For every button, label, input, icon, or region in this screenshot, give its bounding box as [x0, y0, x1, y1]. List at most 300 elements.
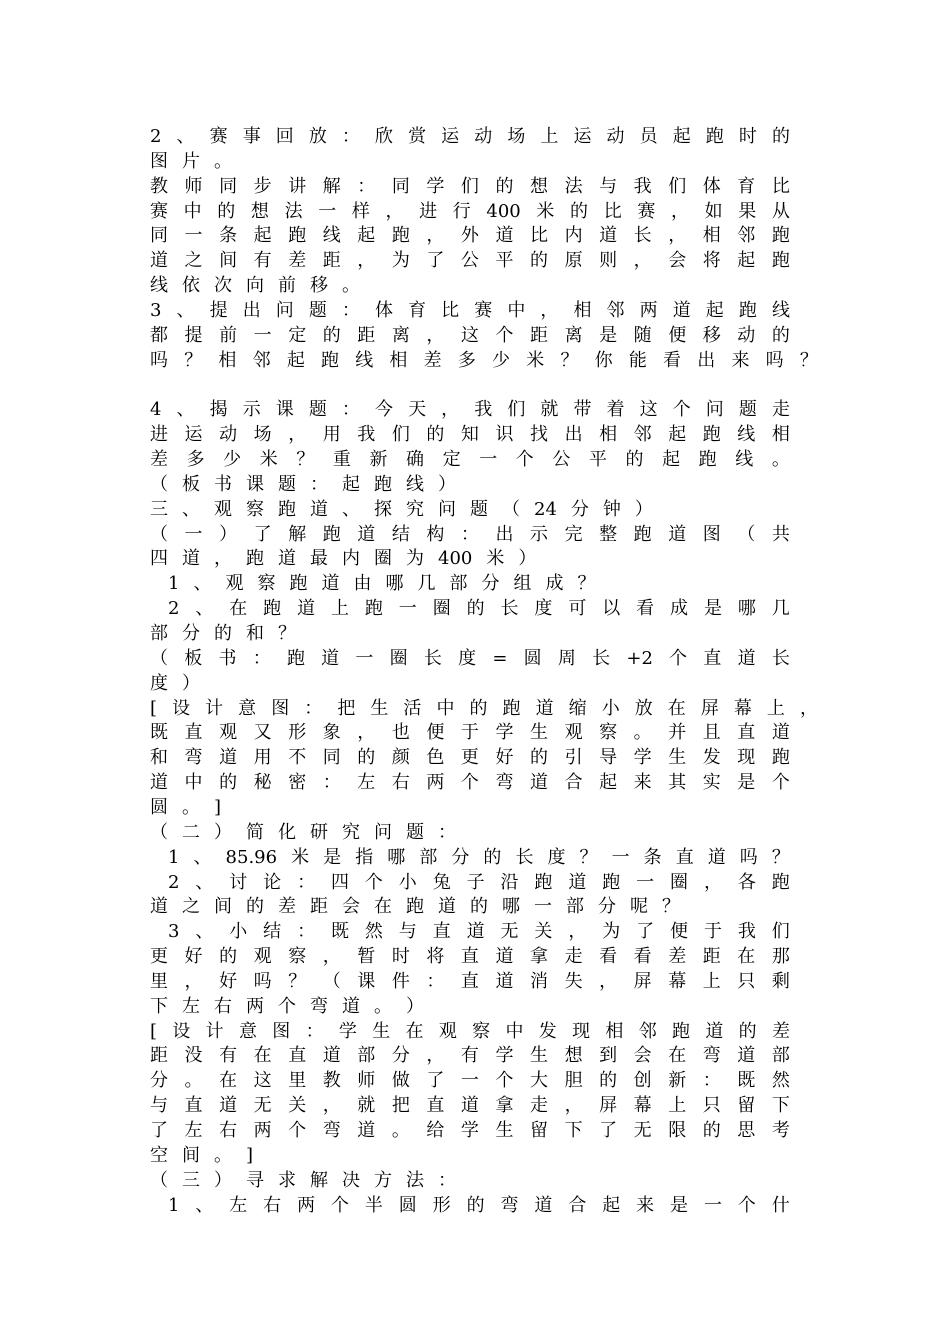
text-glyph: ）	[518, 548, 537, 570]
text-line	[150, 770, 790, 795]
text-glyph: ]	[214, 796, 222, 818]
text-glyph: 跑	[534, 871, 553, 893]
text-glyph: ：	[341, 399, 360, 421]
text-glyph: 之	[184, 250, 203, 272]
text-glyph: （	[737, 523, 756, 545]
text-glyph: 右	[214, 995, 232, 1017]
text-glyph: 起	[668, 424, 687, 446]
text-glyph: 其	[668, 772, 687, 794]
text-glyph: 起	[737, 250, 756, 272]
text-glyph: ，	[385, 200, 404, 222]
text-glyph: 吗	[739, 846, 758, 868]
text-glyph: 化	[278, 821, 296, 843]
text-glyph: ？	[577, 573, 596, 595]
text-glyph: 在	[229, 598, 248, 620]
text-glyph: 个	[771, 772, 790, 794]
text-glyph: 3	[168, 921, 180, 943]
text-glyph: 、	[195, 871, 214, 893]
text-glyph: 直	[288, 1045, 307, 1067]
text-glyph: 由	[353, 573, 372, 595]
text-glyph: 的	[771, 324, 790, 346]
text-glyph: 两	[246, 995, 264, 1017]
text-glyph: 可	[568, 598, 587, 620]
text-glyph: 把	[337, 697, 356, 719]
text-glyph: 道	[150, 896, 168, 918]
text-glyph: 长	[633, 225, 652, 247]
text-glyph: 题	[308, 299, 327, 321]
text-glyph: 弯	[322, 1120, 341, 1141]
text-glyph: 课	[246, 473, 264, 495]
text-glyph: 少	[492, 349, 511, 371]
text-glyph: 、	[195, 921, 214, 943]
text-glyph: 道	[182, 548, 200, 570]
text-glyph: ，	[670, 200, 689, 222]
text-glyph: 留	[530, 1120, 549, 1141]
text-glyph: 部	[357, 1045, 376, 1067]
text-glyph: 和	[246, 623, 264, 644]
text-glyph: 一	[534, 896, 552, 918]
text-glyph: 道	[568, 871, 587, 893]
text-glyph: 走	[530, 1095, 549, 1117]
text-line	[150, 447, 790, 472]
text-glyph: 们	[668, 175, 687, 197]
text-glyph: 题	[738, 399, 757, 421]
text-glyph: 了	[636, 921, 655, 943]
text-line	[150, 671, 790, 696]
text-glyph: 道	[495, 225, 514, 247]
text-glyph: 步	[253, 175, 272, 197]
text-glyph: 定	[288, 324, 307, 346]
text-glyph: 观	[438, 1020, 457, 1042]
text-glyph: 题	[470, 498, 488, 520]
text-glyph: 了	[599, 1120, 618, 1141]
text-glyph: 来	[731, 349, 750, 371]
text-glyph: 将	[426, 946, 445, 968]
text-glyph: 哪	[385, 573, 404, 595]
text-glyph: 把	[391, 1095, 410, 1117]
text-line	[150, 199, 790, 224]
text-glyph: 平	[495, 250, 514, 272]
text-glyph: 哪	[737, 598, 756, 620]
text-glyph: 道	[219, 747, 238, 769]
text-line	[150, 720, 790, 745]
text-glyph: 跑	[286, 647, 305, 669]
text-glyph: ，	[322, 1095, 341, 1117]
text-glyph: 线	[771, 299, 790, 321]
text-glyph: 。	[182, 796, 200, 818]
text-glyph: 赏	[408, 126, 427, 147]
text-glyph: ）	[634, 498, 653, 520]
text-glyph: 思	[737, 1120, 756, 1141]
text-glyph: 了	[150, 1120, 168, 1141]
text-glyph: 道	[668, 523, 687, 545]
text-glyph: 弯	[495, 772, 514, 794]
text-glyph: 呢	[630, 896, 648, 918]
text-glyph: 道	[707, 846, 726, 868]
text-glyph: 邻	[633, 424, 652, 446]
text-glyph: 育	[737, 175, 756, 197]
text-glyph: 研	[310, 821, 328, 843]
text-glyph: 书	[218, 647, 237, 669]
text-glyph: 为	[406, 548, 424, 570]
text-glyph: 这	[253, 1070, 272, 1092]
text-glyph: 于	[703, 921, 722, 943]
text-glyph: 起	[662, 449, 681, 471]
text-glyph: 向	[246, 275, 264, 297]
text-glyph: 哪	[502, 896, 520, 918]
text-line	[150, 795, 790, 820]
text-glyph: 的	[466, 598, 485, 620]
text-line	[150, 497, 790, 522]
text-glyph: 相	[605, 1020, 624, 1042]
text-line	[150, 994, 790, 1019]
text-line	[150, 1168, 790, 1193]
text-glyph: 结	[263, 921, 282, 943]
text-glyph: 意	[238, 697, 257, 719]
text-glyph: 差	[150, 449, 168, 471]
text-glyph: 创	[633, 1070, 652, 1092]
text-line	[168, 870, 790, 895]
text-glyph: 看	[599, 946, 618, 968]
text-glyph: 部	[566, 896, 584, 918]
text-glyph: ，	[441, 399, 460, 421]
text-glyph: 色	[426, 747, 445, 769]
text-glyph: 里	[288, 1070, 307, 1092]
text-glyph: 教	[322, 1070, 341, 1092]
text-glyph: 小	[229, 921, 248, 943]
text-glyph: 限	[668, 1120, 687, 1141]
text-glyph: 中	[505, 1020, 524, 1042]
text-glyph: 如	[704, 200, 723, 222]
text-glyph: 将	[702, 250, 721, 272]
text-glyph: 时	[391, 946, 410, 968]
text-glyph: 揭	[209, 399, 228, 421]
text-glyph: 成	[670, 598, 689, 620]
text-glyph: 跑	[698, 449, 717, 471]
text-glyph: 道	[321, 573, 340, 595]
text-line	[150, 696, 818, 721]
text-glyph: 长	[592, 647, 611, 669]
text-glyph: 道	[737, 1045, 756, 1067]
text-glyph: 邻	[606, 299, 625, 321]
text-glyph: 关	[534, 921, 553, 943]
text-glyph: 比	[771, 175, 790, 197]
text-glyph: 的	[530, 250, 549, 272]
text-glyph: 直	[432, 921, 451, 943]
text-glyph: 一	[184, 523, 203, 545]
text-glyph: 起	[286, 349, 305, 371]
text-glyph: 们	[460, 175, 479, 197]
text-glyph: 拿	[530, 946, 549, 968]
text-glyph: ：	[252, 647, 271, 669]
text-glyph: 的	[219, 946, 238, 968]
text-glyph: 图	[272, 1020, 291, 1042]
text-glyph: 道	[737, 647, 756, 669]
text-glyph: （	[322, 970, 341, 992]
text-glyph: ，	[633, 250, 652, 272]
text-glyph: 兔	[432, 871, 451, 893]
text-glyph: 书	[214, 473, 232, 495]
text-glyph: ：	[426, 970, 445, 992]
text-glyph: 跑	[374, 473, 392, 495]
text-glyph: +2	[626, 647, 653, 669]
text-glyph: 道	[495, 970, 514, 992]
text-glyph: 做	[391, 1070, 410, 1092]
text-glyph: 在	[667, 697, 686, 719]
text-glyph: 直	[737, 722, 756, 744]
text-glyph: 完	[564, 523, 583, 545]
text-glyph: 长	[500, 598, 519, 620]
text-glyph: 在	[219, 1070, 238, 1092]
text-glyph: 、	[176, 399, 195, 421]
text-glyph: 这	[460, 324, 479, 346]
text-glyph: 差	[423, 349, 442, 371]
text-glyph: ？	[579, 846, 598, 868]
text-glyph: 无	[253, 1095, 272, 1117]
text-glyph: 图	[150, 150, 168, 172]
text-glyph: 问	[438, 498, 456, 520]
text-glyph: 动	[474, 126, 493, 147]
text-glyph: ：	[310, 473, 328, 495]
text-line	[150, 298, 790, 323]
text-glyph: 道	[357, 1120, 376, 1141]
text-line	[168, 919, 790, 944]
text-glyph: 一	[636, 871, 655, 893]
text-glyph: 各	[737, 871, 756, 893]
text-glyph: 关	[288, 1095, 307, 1117]
text-glyph: ）	[214, 1169, 232, 1191]
text-glyph: ）	[219, 523, 238, 545]
text-glyph: 圈	[374, 548, 392, 570]
text-glyph: 跑	[702, 424, 721, 446]
text-glyph: 左	[229, 1194, 248, 1216]
text-glyph: 示	[530, 523, 549, 545]
text-glyph: 四	[330, 871, 349, 893]
text-glyph: 吗	[765, 349, 784, 371]
text-glyph: 意	[238, 1020, 257, 1042]
text-glyph: 钟	[602, 498, 621, 520]
text-glyph: 是	[323, 846, 342, 868]
text-glyph: 在	[737, 946, 756, 968]
text-glyph: 赛	[209, 126, 228, 147]
text-glyph: 的	[357, 747, 376, 769]
text-line	[150, 944, 790, 969]
text-glyph: 看	[633, 946, 652, 968]
text-glyph: 合	[568, 1194, 587, 1216]
text-glyph: 的	[702, 1120, 721, 1141]
text-glyph: 距	[310, 896, 328, 918]
text-glyph: 三	[182, 1169, 200, 1191]
text-glyph: 道	[321, 647, 340, 669]
text-glyph: 相	[389, 349, 408, 371]
text-glyph: 上	[330, 598, 349, 620]
text-glyph: 了	[253, 523, 272, 545]
text-glyph: 度	[534, 598, 553, 620]
text-glyph: 跑	[278, 498, 296, 520]
text-glyph: 距	[530, 324, 549, 346]
text-glyph: 中	[183, 200, 202, 222]
text-glyph: 观	[564, 722, 583, 744]
text-glyph: 个	[288, 1120, 307, 1141]
text-glyph: 道	[672, 299, 691, 321]
text-glyph: 空	[150, 1144, 168, 1166]
text-glyph: 题	[278, 473, 296, 495]
text-glyph: 幕	[633, 1095, 652, 1117]
text-glyph: 、	[193, 573, 212, 595]
text-glyph: ，	[426, 1045, 445, 1067]
text-glyph: 道	[534, 1194, 553, 1216]
text-glyph: 生	[530, 1045, 549, 1067]
text-glyph: 下	[771, 1095, 790, 1117]
text-glyph: 我	[633, 175, 652, 197]
text-glyph: 今	[375, 399, 393, 421]
text-glyph: 求	[278, 1169, 296, 1191]
text-line	[150, 348, 818, 373]
text-glyph: 体	[375, 299, 393, 321]
text-glyph: 形	[432, 1194, 451, 1216]
text-glyph: ？	[771, 846, 790, 868]
text-glyph: 育	[408, 299, 427, 321]
text-glyph: 左	[357, 772, 376, 794]
text-glyph: 给	[426, 1120, 445, 1141]
text-glyph: ，	[357, 250, 376, 272]
text-glyph: 跑	[322, 523, 341, 545]
text-glyph: ，	[288, 424, 307, 446]
text-glyph: 1	[168, 1194, 180, 1216]
text-glyph: ，	[668, 225, 687, 247]
text-glyph: 示	[242, 399, 261, 421]
text-glyph: 线	[150, 275, 168, 297]
text-glyph: 相	[218, 349, 237, 371]
text-glyph: 考	[771, 1120, 790, 1141]
text-glyph: 吗	[150, 349, 168, 371]
text-glyph: 什	[771, 1194, 790, 1216]
text-glyph: 公	[552, 449, 571, 471]
text-glyph: 线	[737, 424, 756, 446]
text-glyph: 定	[442, 449, 461, 471]
text-glyph: 们	[391, 424, 410, 446]
text-glyph: ？	[184, 349, 203, 371]
text-glyph: 了	[426, 250, 445, 272]
text-glyph: 部	[150, 623, 168, 644]
text-glyph: 道	[438, 896, 456, 918]
text-glyph: 与	[398, 921, 417, 943]
text-glyph: 图	[702, 523, 721, 545]
text-glyph: 有	[460, 1045, 479, 1067]
text-glyph: 则	[599, 250, 618, 272]
text-glyph: 更	[460, 747, 479, 769]
text-glyph: 平	[588, 449, 607, 471]
text-glyph: 次	[214, 275, 232, 297]
text-glyph: 移	[310, 275, 328, 297]
text-glyph: 下	[564, 1120, 583, 1141]
text-glyph: 板	[184, 647, 203, 669]
text-glyph: 线	[355, 349, 374, 371]
text-glyph: 动	[606, 126, 625, 147]
text-glyph: 导	[599, 747, 618, 769]
text-glyph: 法	[564, 175, 583, 197]
text-glyph: 生	[372, 1020, 391, 1042]
text-glyph: 行	[452, 200, 471, 222]
text-glyph: 整	[599, 523, 618, 545]
text-glyph: 看	[636, 598, 655, 620]
text-glyph: ：	[297, 921, 316, 943]
text-glyph: [	[150, 1020, 158, 1042]
text-glyph: （	[150, 821, 168, 843]
text-glyph: 重	[332, 449, 351, 471]
text-glyph: 缩	[568, 697, 587, 719]
text-glyph: 赛	[150, 200, 168, 222]
text-glyph: （	[150, 647, 168, 669]
text-glyph: 跑	[771, 747, 790, 769]
text-glyph: 出	[495, 523, 514, 545]
text-glyph: 道	[466, 921, 485, 943]
text-glyph: 、	[176, 299, 195, 321]
text-glyph: 弯	[184, 747, 203, 769]
text-glyph: 度	[150, 672, 168, 694]
text-glyph: 就	[357, 1095, 376, 1117]
text-glyph: 解	[322, 175, 341, 197]
text-glyph: 消	[530, 970, 549, 992]
text-glyph: 400	[486, 200, 521, 222]
text-glyph: 同	[219, 175, 238, 197]
text-glyph: 离	[391, 324, 410, 346]
text-glyph: 一	[184, 225, 203, 247]
text-glyph: 师	[357, 1070, 376, 1092]
text-glyph: ？	[296, 449, 315, 471]
text-glyph: 指	[355, 846, 374, 868]
text-glyph: 小	[398, 871, 417, 893]
text-glyph: 中	[507, 299, 526, 321]
text-glyph: 分	[481, 573, 500, 595]
text-glyph: 左	[184, 1120, 203, 1141]
text-glyph: 85.96	[225, 846, 278, 868]
text-glyph: ？	[560, 349, 579, 371]
text-glyph: 跑	[633, 523, 652, 545]
text-glyph: 起	[602, 1194, 621, 1216]
text-glyph: 比	[441, 299, 460, 321]
text-glyph: ：	[322, 772, 341, 794]
text-glyph: 方	[374, 1169, 392, 1191]
text-glyph: （	[150, 1169, 168, 1191]
text-line	[150, 820, 790, 845]
text-glyph: 来	[633, 772, 652, 794]
text-glyph: 设	[172, 697, 191, 719]
text-glyph: 间	[182, 1144, 200, 1166]
text-glyph: 道	[297, 598, 316, 620]
text-glyph: 个	[364, 871, 383, 893]
text-glyph: 、	[182, 498, 200, 520]
text-glyph: 拿	[495, 1095, 514, 1117]
text-glyph: 个	[672, 399, 691, 421]
text-glyph: 组	[513, 573, 532, 595]
text-glyph: 我	[737, 921, 756, 943]
text-glyph: 圈	[389, 647, 408, 669]
text-glyph: ？	[278, 623, 296, 644]
text-glyph: 有	[219, 1045, 238, 1067]
text-glyph: 剩	[771, 970, 790, 992]
text-glyph: 直	[460, 946, 479, 968]
text-glyph: 弯	[310, 995, 328, 1017]
text-glyph: 吗	[253, 970, 272, 992]
text-glyph: 。	[184, 1070, 203, 1092]
text-glyph: 在	[668, 1045, 687, 1067]
text-glyph: 中	[184, 772, 203, 794]
text-glyph: 内	[342, 548, 360, 570]
text-glyph: ：	[438, 1169, 456, 1191]
text-glyph: 比	[530, 225, 549, 247]
text-glyph: 讲	[288, 175, 307, 197]
